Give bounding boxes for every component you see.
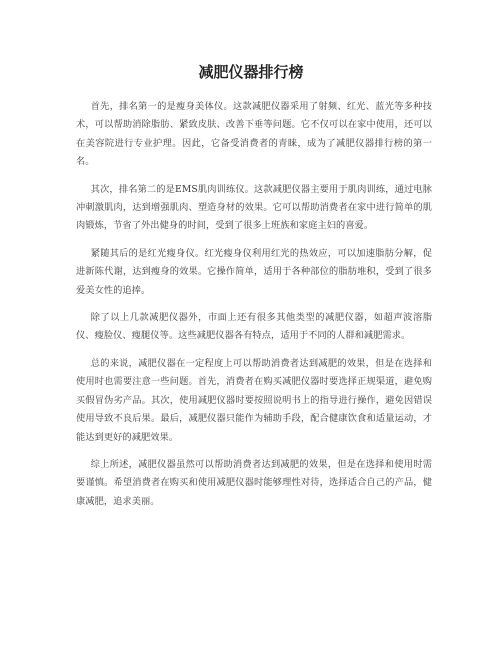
- paragraph-4: 除了以上几款减肥仪器外，市面上还有很多其他类型的减肥仪器，如超声波溶脂仪、瘦脸仪、瘦腿仪等。这些减肥仪器各有特点，适用于不同的人群和减肥需求。: [76, 312, 432, 342]
- document-body: [76, 98, 432, 520]
- paragraph-3: 紧随其后的是红光瘦身仪。红光瘦身仪利用红光的热效应，可以加速脂肪分解，促进新陈代谢，达到瘦身的效果。它操作简单，适用于各种部位的脂肪堆积，受到了很多爱美女性的追捧。: [76, 247, 432, 296]
- paragraph-1: 首先，排名第一的是瘦身美体仪。这款减肥仪器采用了射频、红光、蓝光等多种技术，可以帮助消除脂肪、紧致皮肤、改善下垂等问题。它不仅可以在家中使用，还可以在美容院进行专业护理。因此，它备受消费者的青睐，成为了减肥仪器排行榜的第一名。: [76, 101, 432, 168]
- paragraph-2: 其次，排名第二的是EMS肌肉训练仪。这款减肥仪器主要用于肌肉训练，通过电脉冲刺激肌肉，达到增强肌肉、塑造身材的效果。它可以帮助消费者在家中进行简单的肌肉锻炼，节省了外出健身的时间，受到了很多上班族和家庭主妇的喜爱。: [76, 183, 432, 232]
- paragraph-5: 总的来说，减肥仪器在一定程度上可以帮助消费者达到减肥的效果，但是在选择和使用时也需要注意一些问题。首先，消费者在购买减肥仪器时要选择正规渠道，避免购买假冒伪劣产品。其次，使用减肥仪器时要按照说明书上的指导进行操作，避免因错误使用导致不良后果。最后，减肥仪器只能作为辅助手段，配合健康饮食和适量运动，才能达到更好的减肥效果。: [76, 357, 432, 443]
- paragraph-6: 综上所述，减肥仪器虽然可以帮助消费者达到减肥的效果，但是在选择和使用时需要谨慎。希望消费者在购买和使用减肥仪器时能够理性对待，选择适合自己的产品，健康减肥，追求美丽。: [76, 458, 432, 507]
- document-title: 减肥仪器排行榜: [198, 63, 304, 81]
